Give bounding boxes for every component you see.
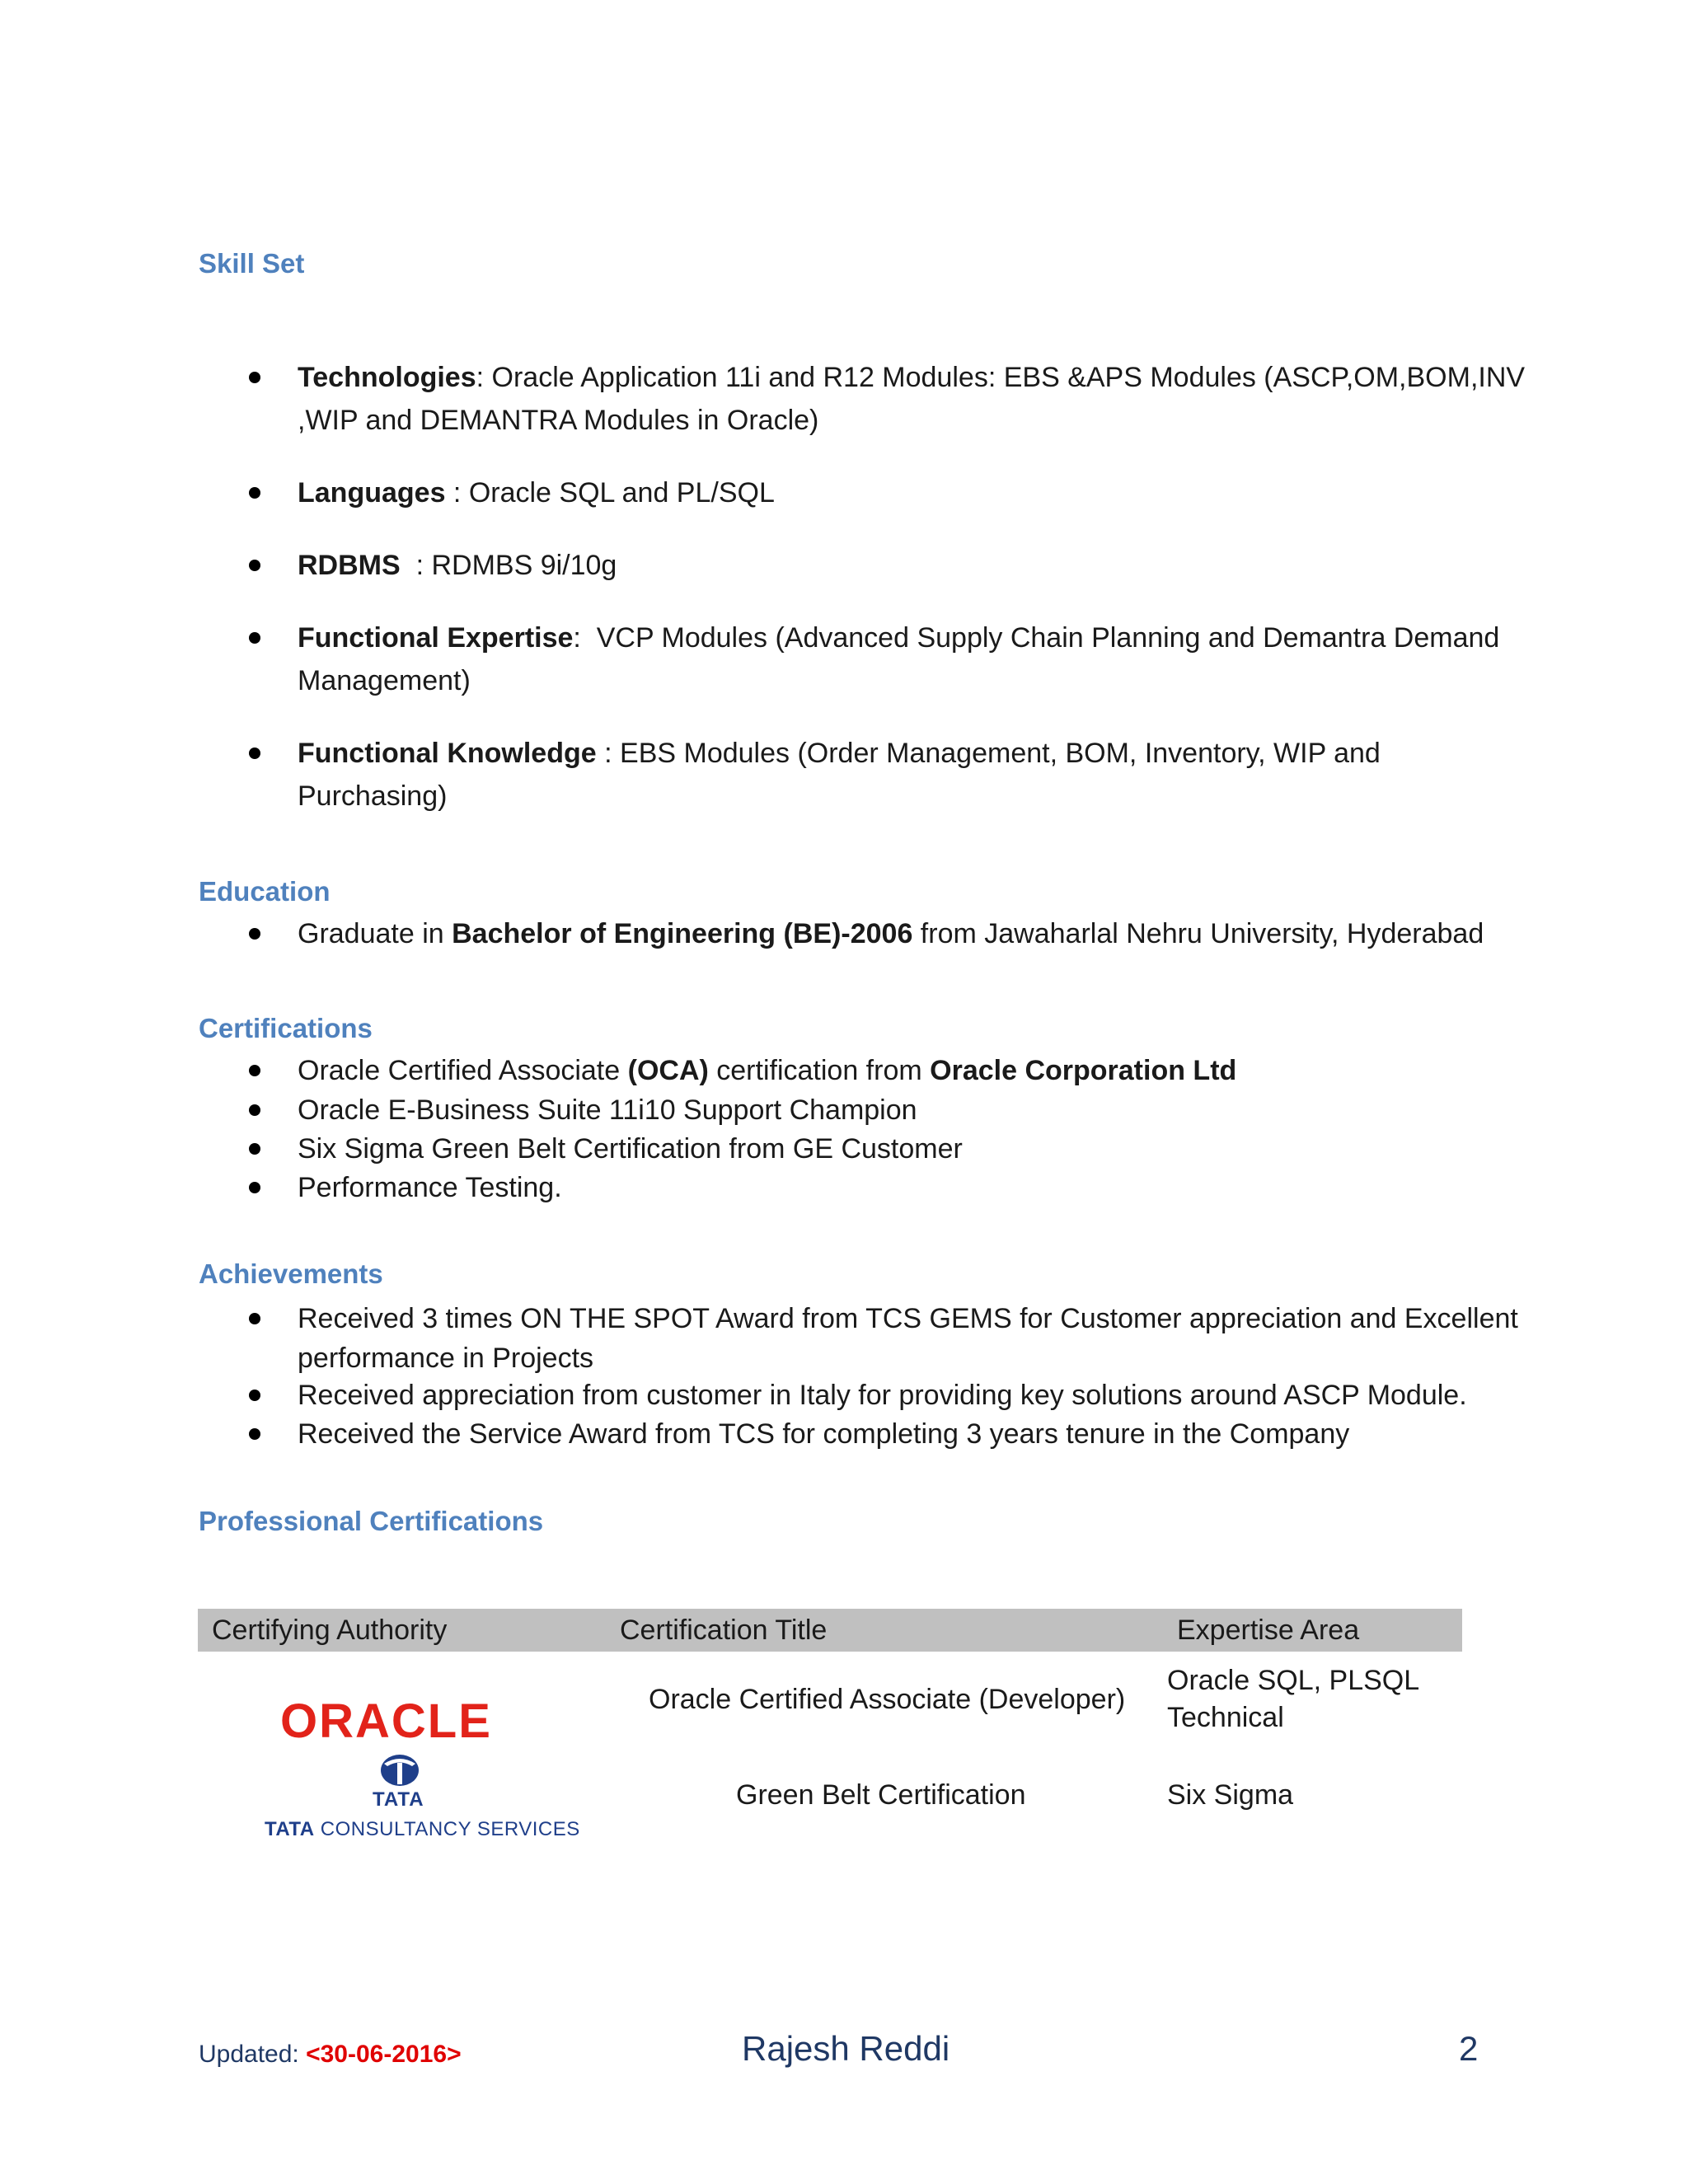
row2-expertise: Six Sigma [1167, 1779, 1294, 1811]
achievement-spot-award [298, 1299, 1518, 1378]
skill-label: RDBMS [298, 550, 401, 581]
tcs-bold: TATA [265, 1818, 315, 1840]
tata-wordmark: TATA [373, 1788, 424, 1811]
separator: : [476, 362, 492, 393]
skill-rdbms [298, 544, 617, 587]
cert-bold: Oracle Corporation Ltd [930, 1055, 1237, 1086]
cert-item-six-sigma: Six Sigma Green Belt Certification from GE Customer [298, 1133, 963, 1165]
bullet [249, 1428, 260, 1440]
footer-name: Rajesh Reddi [742, 2029, 950, 2068]
achievement-text-cont: performance in Projects [298, 1343, 594, 1374]
skill-technologies [298, 356, 1525, 442]
bullet [249, 1313, 260, 1324]
edu-text: from Jawaharlal Nehru University, Hyderabad [912, 918, 1484, 949]
cert-item-oca [298, 1051, 1236, 1090]
col-expertise-area: Expertise Area [1177, 1615, 1360, 1646]
professional-certifications-heading: Professional Certifications [199, 1506, 544, 1536]
col-certification-title: Certification Title [620, 1615, 828, 1646]
certifications-heading: Certifications [199, 1013, 373, 1043]
row2-cert-title: Green Belt Certification [736, 1779, 1026, 1811]
skill-value-cont: Management) [298, 665, 471, 696]
tata-logo-icon [379, 1752, 420, 1788]
separator: : [445, 477, 469, 509]
skill-value: Oracle Application 11i and R12 Modules: EBS &APS Modules (ASCP,OM,BOM,INV [491, 362, 1526, 393]
skill-functional-knowledge [298, 732, 1381, 818]
page-number: 2 [1459, 2029, 1479, 2068]
education-item [298, 912, 1484, 955]
education-heading: Education [199, 876, 331, 907]
bullet [249, 560, 260, 571]
bullet [249, 1390, 260, 1401]
skill-value: RDMBS 9i/10g [431, 550, 617, 581]
row1-expertise-line1: Oracle SQL, PLSQL [1167, 1665, 1420, 1696]
skill-label: Technologies [298, 362, 476, 393]
cert-item-ebs: Oracle E-Business Suite 11i10 Support Champion [298, 1094, 917, 1126]
bullet [249, 487, 260, 499]
achievement-italy: Received appreciation from customer in Italy for providing key solutions around ASCP Module. [298, 1380, 1467, 1411]
skill-value-cont: Purchasing) [298, 780, 448, 812]
edu-degree: Bachelor of Engineering (BE)-2006 [452, 918, 913, 949]
bullet [249, 1065, 260, 1076]
tcs-wordmark [265, 1818, 580, 1841]
footer-updated [199, 2041, 462, 2069]
cert-table-header [198, 1609, 1462, 1652]
tcs-rest: CONSULTANCY SERVICES [314, 1818, 580, 1840]
achievement-text: Received 3 times ON THE SPOT Award from TCS GEMS for Customer appreciation and Excellent [298, 1303, 1518, 1334]
separator: : [596, 738, 621, 769]
skill-value-cont: ,WIP and DEMANTRA Modules in Oracle) [298, 405, 819, 436]
cert-item-performance: Performance Testing. [298, 1172, 562, 1203]
bullet [249, 1143, 260, 1155]
bullet [249, 748, 260, 759]
oracle-logo: ORACLE [280, 1694, 492, 1748]
bullet [249, 1182, 260, 1193]
cert-text: certification from [708, 1055, 931, 1086]
skill-label: Functional Knowledge [298, 738, 597, 769]
updated-date: <30-06-2016> [306, 2041, 462, 2068]
skill-label: Languages [298, 477, 446, 509]
achievement-service-award: Received the Service Award from TCS for completing 3 years tenure in the Company [298, 1418, 1350, 1450]
skill-label: Functional Expertise [298, 622, 574, 654]
row1-cert-title: Oracle Certified Associate (Developer) [649, 1684, 1126, 1715]
bullet [249, 372, 260, 383]
bullet [249, 1104, 260, 1116]
skill-value: VCP Modules (Advanced Supply Chain Planning and Demantra Demand [596, 622, 1500, 654]
row1-expertise-line2: Technical [1167, 1702, 1284, 1733]
bullet [249, 632, 260, 644]
skill-functional-expertise [298, 616, 1499, 702]
edu-text: Graduate in [298, 918, 452, 949]
separator: : [400, 550, 432, 581]
bullet [249, 928, 260, 940]
updated-label: Updated: [199, 2041, 307, 2068]
cert-text: Oracle Certified Associate [298, 1055, 628, 1086]
separator: : [573, 622, 597, 654]
col-certifying-authority: Certifying Authority [212, 1615, 448, 1646]
skill-value: Oracle SQL and PL/SQL [468, 477, 775, 509]
skill-set-heading: Skill Set [199, 248, 305, 279]
achievements-heading: Achievements [199, 1258, 383, 1289]
skill-value: EBS Modules (Order Management, BOM, Inventory, WIP and [620, 738, 1381, 769]
cert-bold: (OCA) [627, 1055, 709, 1086]
skill-languages [298, 471, 775, 514]
